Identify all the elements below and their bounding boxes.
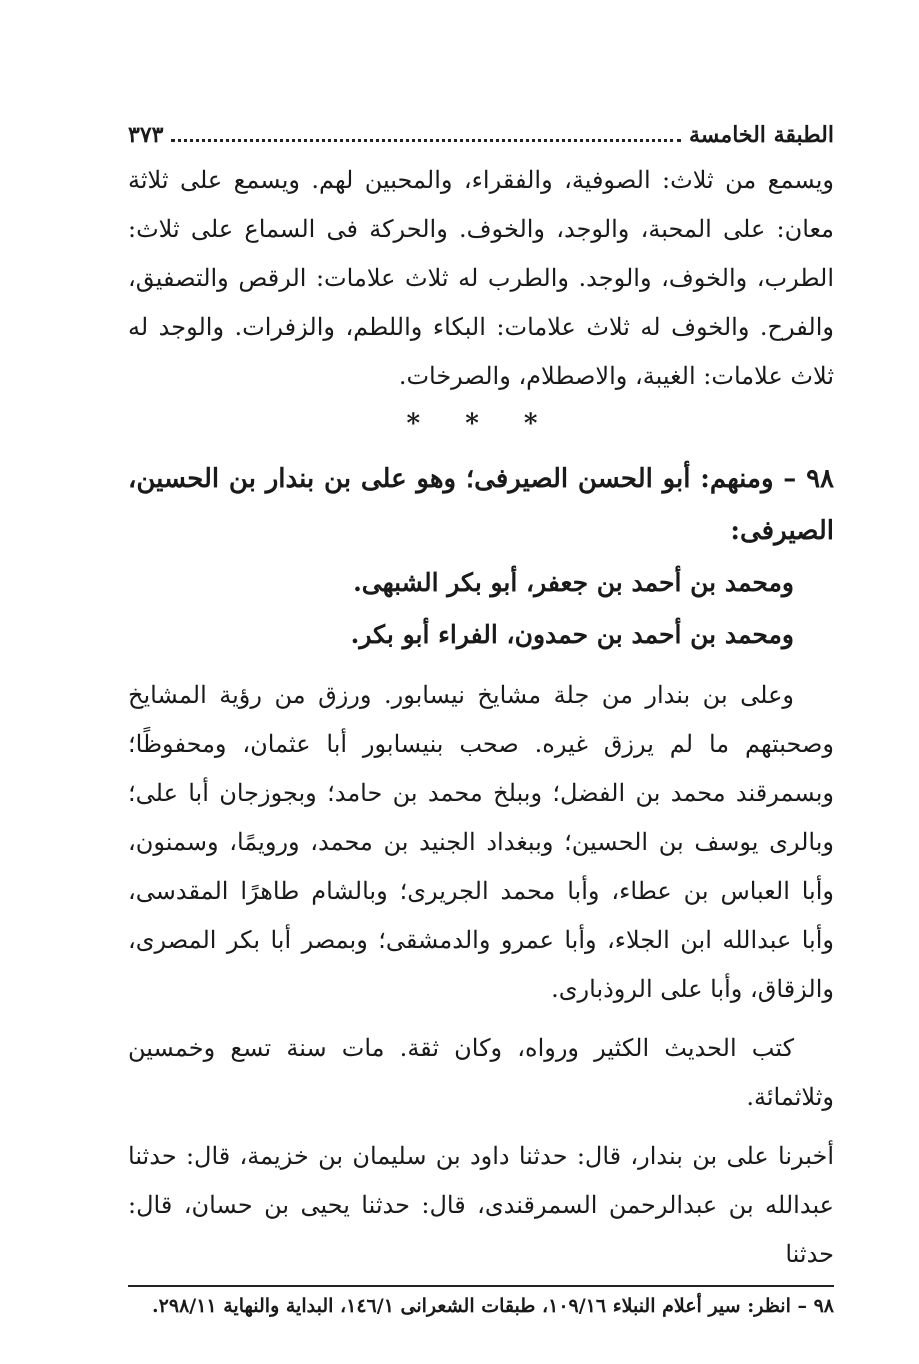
spacer [128, 1122, 834, 1132]
section-separator: * * * [406, 409, 556, 439]
paragraph-sama: ويسمع من ثلاث: الصوفية، والفقراء، والمحبين لهم. ويسمع على ثلاثة معان: على المحبة، والوجد، والخوف. والحركة فى السماع على ثلاث: الطرب، والخوف، والوجد. والطرب له ثلاث علامات: الرقص والتصفيق، والفرح. والخوف له ثلاث علامات: البكاء واللطم، والزفرات. والوجد له ثلاث علامات: الغيبة، والاصطلام، والصرخات. [128, 166, 834, 390]
spacer [128, 661, 834, 671]
paragraph-death: كتب الحديث الكثير ورواه، وكان ثقة. مات سنة تسع وخمسين وثلاثمائة. [128, 1034, 834, 1111]
header-dot-leader [171, 139, 681, 142]
name-line-1: ومحمد بن أحمد بن جعفر، أبو بكر الشبهى. [353, 568, 794, 597]
section-title: الطبقة الخامسة [688, 122, 834, 148]
spacer [128, 1014, 834, 1024]
entry-heading: ٩٨ – ومنهم: أبو الحسن الصيرفى؛ وهو على بن بندار بن الحسين، الصيرفى: [128, 464, 834, 546]
book-page [128, 118, 834, 1325]
running-header [128, 118, 834, 156]
paragraph-biography: وعلى بن بندار من جلة مشايخ نيسابور. ورزق من رؤية المشايخ وصحبتهم ما لم يرزق غيره. صحب بنيسابور أبا عثمان، ومحفوظًا؛ وبسمرقند محمد بن الفضل؛ وببلخ محمد بن حامد؛ وبجوزجان أبا على؛ وبالرى يوسف بن الحسين؛ وببغداد الجنيد بن محمد، ورويمًا، وسمنون، وأبا العباس بن عطاء، وأبا محمد الجريرى؛ وبالشام طاهرًا المقدسى، وأبا عبدالله ابن الجلاء، وأبا عمرو والدمشقى؛ وبمصر أبا بكر المصرى، والزقاق، وأبا على الروذبارى. [128, 681, 834, 1003]
paragraph-isnad: أخبرنا على بن بندار، قال: حدثنا داود بن سليمان بن خزيمة، قال: حدثنا عبدالله بن عبدالرحمن السمرقندى، قال: حدثنا يحيى بن حسان، قال: حدثنا [128, 1142, 834, 1268]
name-line-2: ومحمد بن أحمد بن حمدون، الفراء أبو بكر. [350, 620, 794, 649]
footnote: ٩٨ – انظر: سير أعلام النبلاء ١٠٩/١٦، طبقات الشعرانى ١٤٦/١، البداية والنهاية ٢٩٨/١١. [152, 1295, 834, 1317]
page-number: ٣٧٣ [128, 122, 164, 148]
